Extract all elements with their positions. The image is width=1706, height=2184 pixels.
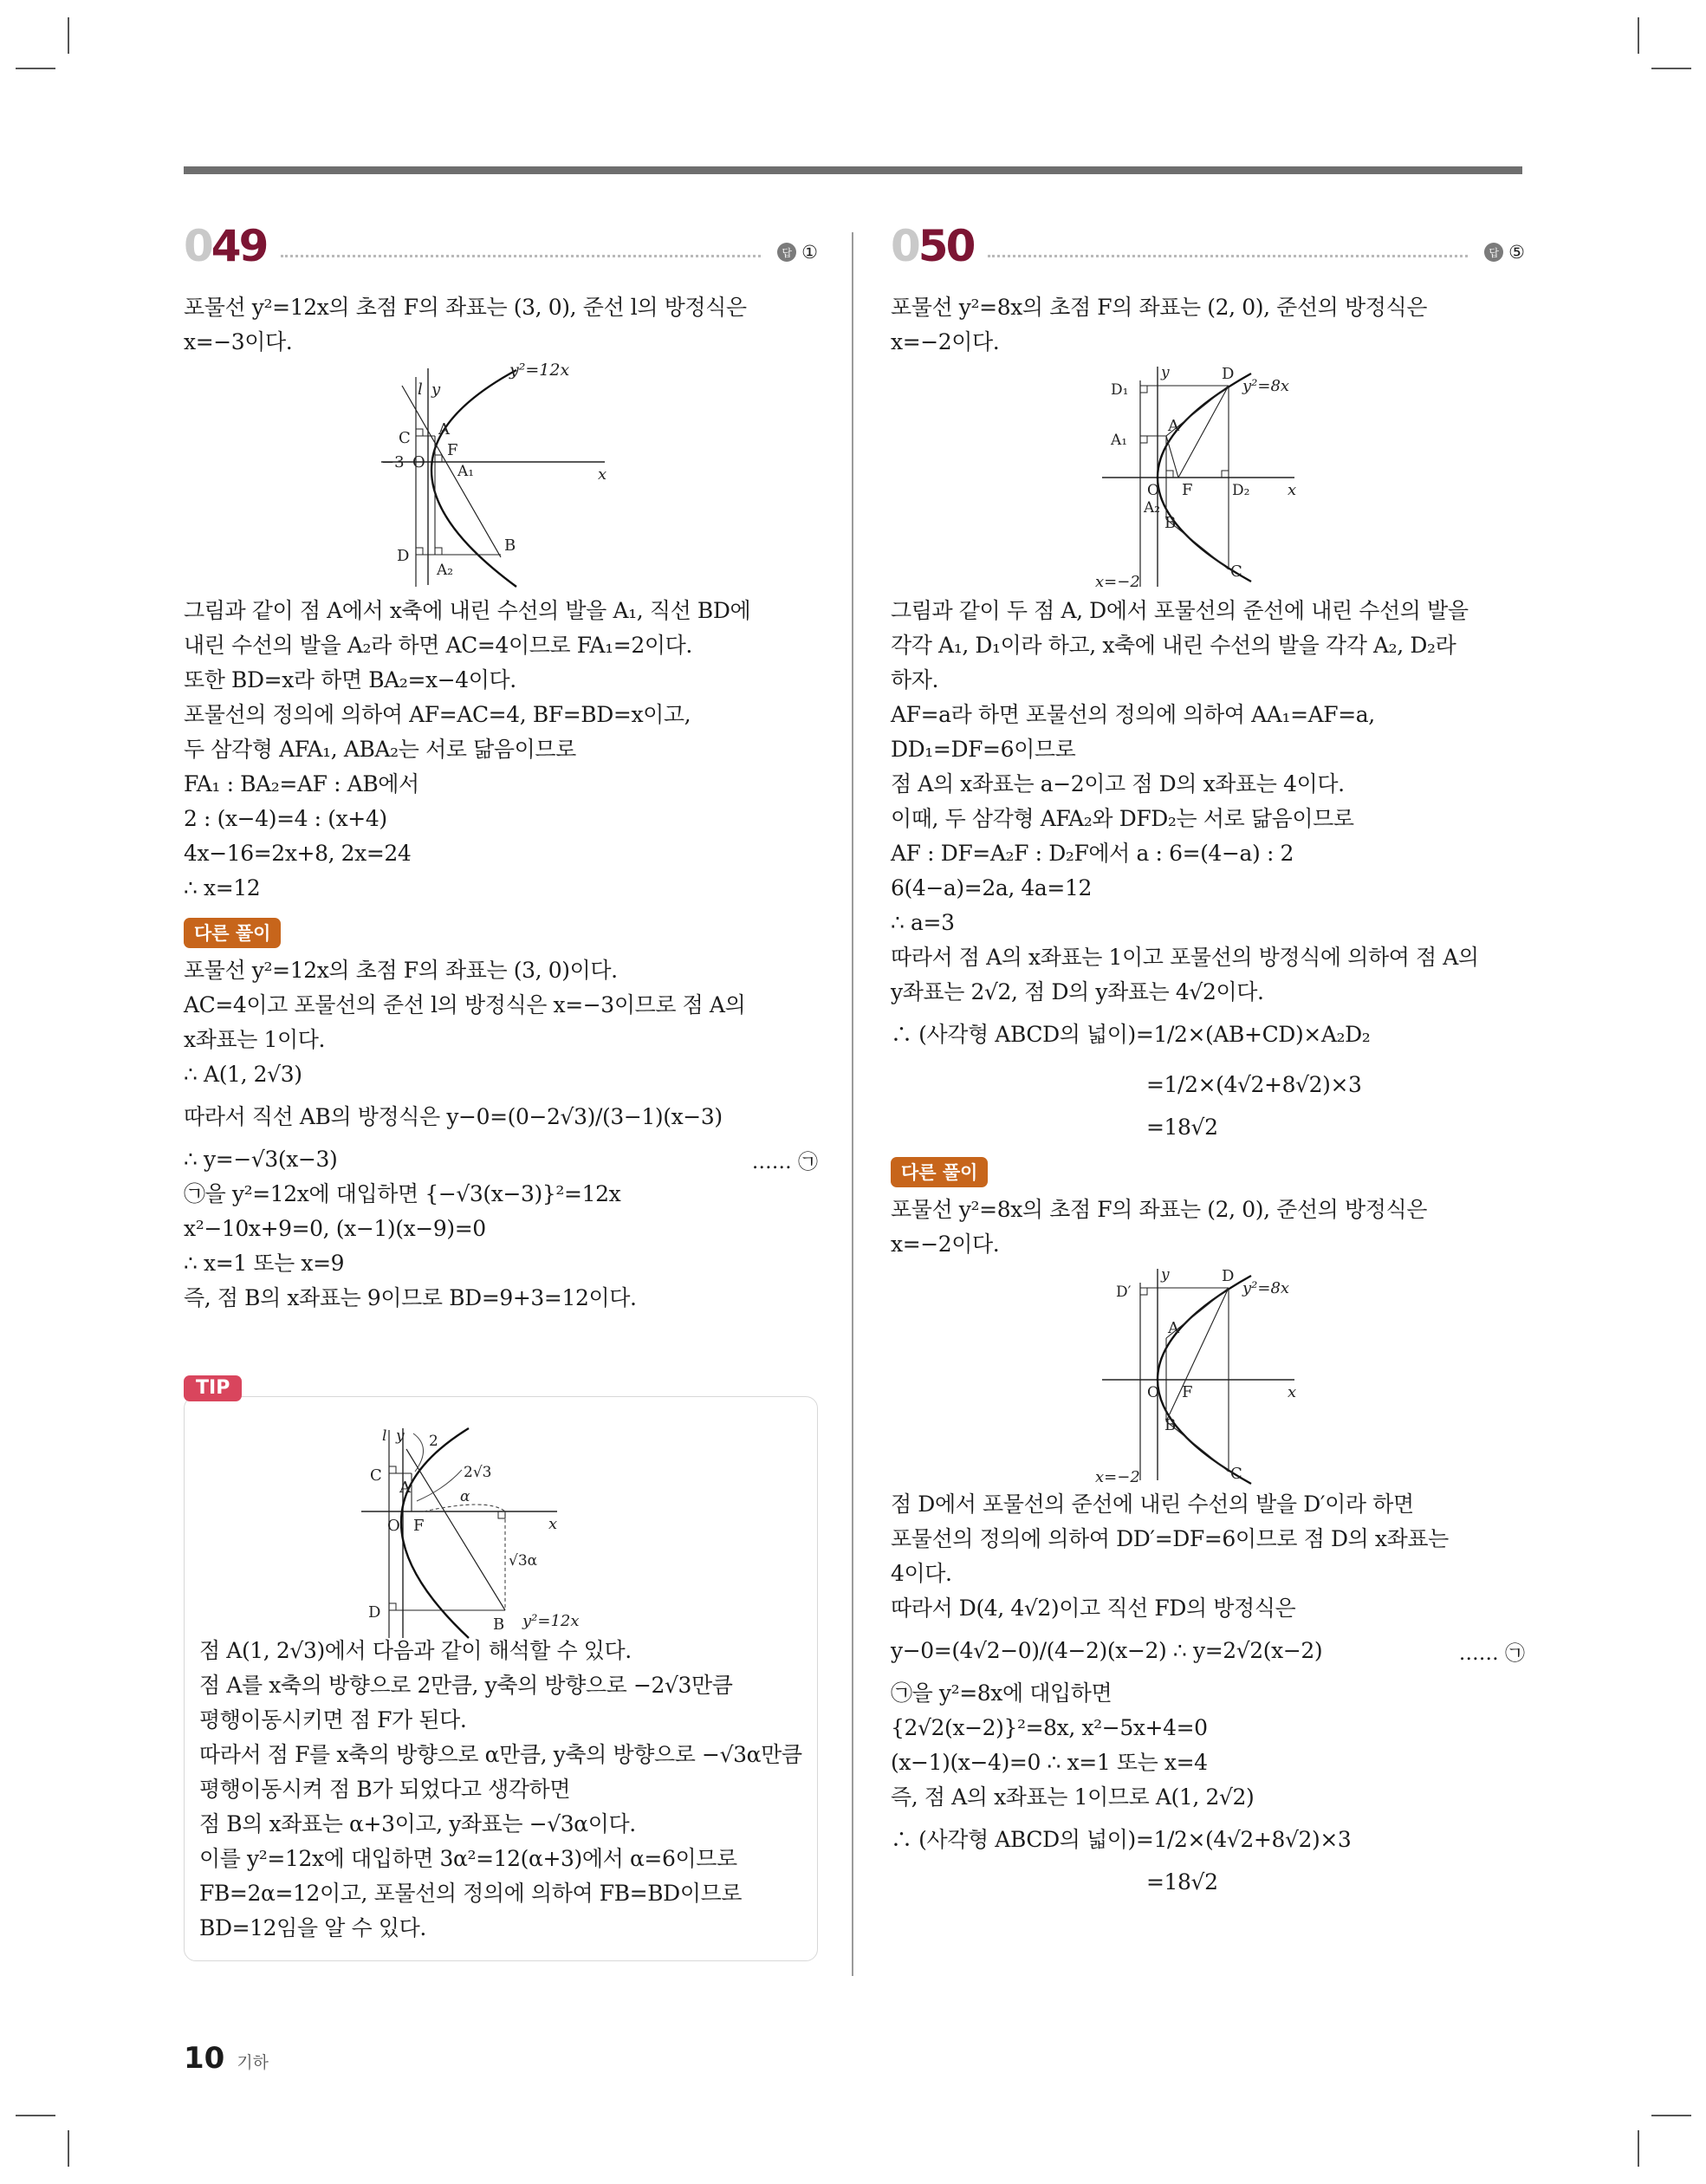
alt-line: 즉, 점 A의 x좌표는 1이므로 A(1, 2√2)	[891, 1784, 1255, 1810]
crop-mark	[16, 68, 55, 69]
solution-line: 6(4−a)=2a, 4a=12	[891, 875, 1092, 900]
solution-line: 그림과 같이 두 점 A, D에서 포물선의 준선에 내린 수선의 발을	[891, 598, 1469, 623]
alt-area-line: =18√2	[1146, 1869, 1218, 1895]
label-B: B	[493, 1615, 505, 1634]
label-A1: A₁	[1111, 432, 1128, 449]
column-divider	[852, 232, 853, 1976]
arrow-2root3	[417, 1470, 462, 1501]
solution-line: 하자.	[891, 667, 939, 692]
solution-line: y좌표는 2√2, 점 D의 y좌표는 4√2이다.	[891, 979, 1264, 1004]
label-x: x	[548, 1515, 558, 1533]
right-angle-mark	[416, 429, 423, 436]
label-directrix: x=−2	[1095, 1468, 1140, 1486]
label-curve: y²=12x	[509, 361, 570, 380]
solution-line: FA₁ : BA₂=AF : AB에서	[184, 771, 419, 796]
alt-line: ∴ A(1, 2√3)	[184, 1062, 302, 1087]
solution-line: ∴ a=3	[891, 910, 955, 935]
label-C: C	[370, 1466, 382, 1485]
label-D: D	[1222, 365, 1235, 383]
right-angle-mark	[1140, 1288, 1147, 1295]
parabola-curve	[401, 1428, 469, 1638]
label-l: l	[418, 380, 423, 399]
alt-line: 4이다.	[891, 1561, 952, 1586]
problem-number: 050	[891, 221, 974, 271]
alt-line: 포물선의 정의에 의하여 DD′=DF=6이므로 점 D의 x좌표는	[891, 1526, 1449, 1551]
intro-line: 포물선 y²=12x의 초점 F의 좌표는 (3, 0), 준선 l의 방정식은	[184, 295, 747, 320]
solution-line: 두 삼각형 AFA₁, ABA₂는 서로 닮음이므로	[184, 737, 576, 762]
label-y: y	[431, 380, 441, 399]
label-B: B	[1164, 514, 1177, 532]
answer-badge	[777, 242, 818, 263]
intro-line: x=−3이다.	[184, 329, 293, 354]
tip-line: 점 B의 x좌표는 α+3이고, y좌표는 −√3α이다.	[199, 1811, 636, 1836]
brace-2	[413, 1433, 424, 1472]
alt-equation: y−0=(4√2−0)/(4−2)(x−2) ∴ y=2√2(x−2)	[891, 1638, 1323, 1663]
problem-050	[891, 221, 1525, 1900]
label-D2: D₂	[1232, 482, 1250, 499]
label-B: B	[504, 536, 516, 555]
label-A: A	[399, 1479, 411, 1497]
alt-line: 포물선 y²=12x의 초점 F의 좌표는 (3, 0)이다.	[184, 958, 618, 983]
solution-line: 4x−16=2x+8, 2x=24	[184, 841, 412, 866]
tip-line: 평행이동시키면 점 F가 된다.	[199, 1707, 467, 1732]
label-l: l	[382, 1427, 387, 1445]
right-angle-mark	[416, 548, 423, 555]
tip-line: 평행이동시켜 점 B가 되었다고 생각하면	[199, 1777, 571, 1802]
crop-mark	[68, 17, 69, 54]
label-y: y	[1161, 364, 1170, 381]
label-F: F	[1182, 481, 1193, 499]
crop-mark	[68, 2130, 69, 2167]
label-A2: A₂	[437, 562, 454, 579]
crop-mark	[1638, 17, 1639, 54]
label-x: x	[1288, 481, 1297, 499]
label-x: x	[1288, 1383, 1297, 1401]
alt-intro-line: 포물선 y²=8x의 초점 F의 좌표는 (2, 0), 준선의 방정식은	[891, 1197, 1427, 1222]
tip-line: BD=12임을 알 수 있다.	[199, 1915, 426, 1940]
leader-dots	[988, 255, 1468, 257]
label-alpha: α	[460, 1488, 470, 1505]
alt-solution-tag: 다른 풀이	[891, 1157, 988, 1187]
solution-line: 따라서 점 A의 x좌표는 1이고 포물선의 방정식에 의하여 점 A의	[891, 945, 1479, 970]
label-F: F	[1182, 1383, 1193, 1401]
right-angle-mark	[1140, 436, 1147, 443]
solution-line: ∴ x=12	[184, 875, 261, 900]
alt-line: (x−1)(x−4)=0 ∴ x=1 또는 x=4	[891, 1750, 1208, 1775]
label-D: D	[1222, 1267, 1235, 1285]
area-line: =1/2×(4√2+8√2)×3	[1146, 1072, 1362, 1097]
label-root3a: √3α	[509, 1552, 538, 1570]
label-A: A	[438, 420, 450, 439]
area-line: =18√2	[1146, 1115, 1218, 1140]
solution-line: 내린 수선의 발을 A₂라 하면 AC=4이므로 FA₁=2이다.	[184, 633, 692, 658]
right-angle-mark	[435, 455, 442, 462]
alt-line: 즉, 점 B의 x좌표는 9이므로 BD=9+3=12이다.	[184, 1285, 637, 1310]
crop-mark	[16, 2115, 55, 2116]
intro-line: 포물선 y²=8x의 초점 F의 좌표는 (2, 0), 준선의 방정식은	[891, 295, 1427, 320]
label-2root3: 2√3	[464, 1464, 492, 1481]
problem-049	[184, 221, 818, 1940]
label-curve: y²=8x	[1242, 377, 1290, 395]
answer-badge	[1484, 242, 1525, 263]
label-origin: O	[387, 1517, 400, 1535]
figure-parabola-050	[1095, 360, 1320, 594]
tip-line: 이를 y²=12x에 대입하면 3α²=12(α+3)에서 α=6이므로	[199, 1846, 737, 1871]
label-A2: A₂	[1144, 499, 1161, 517]
right-angle-mark	[1140, 386, 1147, 393]
label-B: B	[1164, 1416, 1177, 1434]
solution-line: 그림과 같이 점 A에서 x축에 내린 수선의 발을 A₁, 직선 BD에	[184, 598, 751, 623]
leader-dots	[281, 255, 761, 257]
crop-mark	[1651, 2115, 1691, 2116]
alt-intro-line: x=−2이다.	[891, 1232, 1000, 1257]
tip-line: 점 A(1, 2√3)에서 다음과 같이 해석할 수 있다.	[199, 1638, 632, 1663]
solution-line: DD₁=DF=6이므로	[891, 737, 1076, 762]
label-x: x	[598, 465, 607, 484]
equation-mark: …… ㉠	[1458, 1641, 1525, 1665]
solution-line: 점 A의 x좌표는 a−2이고 점 D의 x좌표는 4이다.	[891, 771, 1345, 796]
solution-line: 2 : (x−4)=4 : (x+4)	[184, 806, 387, 831]
solution-line: 각각 A₁, D₁이라 하고, x축에 내린 수선의 발을 각각 A₂, D₂라	[891, 633, 1456, 658]
label-C: C	[399, 429, 411, 447]
alt-line: ∴ x=1 또는 x=9	[184, 1251, 345, 1276]
label-minus3: −3	[381, 453, 405, 471]
alt-line: ㉠을 y²=8x에 대입하면	[891, 1680, 1112, 1706]
crop-mark	[1638, 2130, 1639, 2167]
figure-parabola-050-alt	[1095, 1262, 1320, 1487]
tip-figure	[358, 1421, 635, 1647]
alt-line: 따라서 D(4, 4√2)이고 직선 FD의 방정식은	[891, 1596, 1296, 1621]
solution-line: 이때, 두 삼각형 AFA₂와 DFD₂는 서로 닮음이므로	[891, 806, 1354, 831]
alt-solution-tag: 다른 풀이	[184, 918, 281, 948]
tip-tag: TIP	[184, 1375, 242, 1401]
equation-row	[891, 1626, 1525, 1676]
tip-line: FB=2α=12이고, 포물선의 정의에 의하여 FB=BD이므로	[199, 1881, 743, 1906]
label-Dprime: D′	[1116, 1284, 1132, 1301]
problem-header	[184, 221, 818, 273]
solution-line: AF=a라 하면 포물선의 정의에 의하여 AA₁=AF=a,	[891, 702, 1375, 727]
label-origin: O	[1147, 482, 1159, 499]
label-A: A	[1168, 1319, 1179, 1337]
segment-fd	[1178, 386, 1229, 478]
segment-bd	[1166, 1288, 1229, 1421]
label-D1: D₁	[1111, 381, 1129, 399]
alt-equation: ∴ y=−√3(x−3)	[184, 1147, 338, 1172]
label-D: D	[368, 1603, 381, 1622]
problem-number: 049	[184, 221, 267, 271]
right-angle-mark	[1222, 471, 1229, 478]
label-D: D	[397, 547, 410, 565]
equation-mark: …… ㉠	[751, 1150, 818, 1173]
label-A: A	[1168, 417, 1179, 435]
page-footer	[184, 2041, 269, 2076]
label-origin: O	[412, 453, 425, 471]
label-2: 2	[429, 1433, 438, 1450]
label-F: F	[413, 1517, 425, 1535]
alt-line: {2√2(x−2)}²=8x, x²−5x+4=0	[891, 1715, 1208, 1740]
crop-mark	[1651, 68, 1691, 69]
tip-text	[199, 1634, 806, 1946]
alpha-guide	[424, 1505, 505, 1610]
label-curve: y²=12x	[522, 1612, 580, 1630]
alt-line: AC=4이고 포물선의 준선 l의 방정식은 x=−3이므로 점 A의	[184, 992, 746, 1017]
alt-area-line: ∴ (사각형 ABCD의 넓이)=1/2×(4√2+8√2)×3	[891, 1827, 1352, 1852]
segment-af	[1166, 436, 1178, 478]
alt-line: 점 D에서 포물선의 준선에 내린 수선의 발을 D′이라 하면	[891, 1492, 1414, 1517]
solution-line: 또한 BD=x라 하면 BA₂=x−4이다.	[184, 667, 516, 692]
answer-value: ⑤	[1508, 242, 1525, 263]
header-rule	[184, 166, 1522, 174]
label-curve: y²=8x	[1242, 1279, 1290, 1297]
right-angle-mark	[389, 1466, 396, 1473]
label-C: C	[1230, 562, 1242, 581]
answer-icon: 답	[777, 243, 796, 262]
right-angle-mark	[498, 1511, 505, 1518]
label-y: y	[1161, 1266, 1170, 1284]
tip-line: 점 A를 x축의 방향으로 2만큼, y축의 방향으로 −2√3만큼	[199, 1673, 733, 1698]
problem-header	[891, 221, 1525, 273]
label-F: F	[447, 441, 458, 459]
figure-parabola-049	[371, 360, 631, 594]
answer-value: ①	[801, 242, 818, 263]
alt-line: x좌표는 1이다.	[184, 1027, 326, 1052]
solution-line: AF : DF=A₂F : D₂F에서 a : 6=(4−a) : 2	[891, 841, 1294, 866]
alt-line: 따라서 직선 AB의 방정식은 y−0=(0−2√3)/(3−1)(x−3)	[184, 1104, 723, 1129]
page-number: 10	[184, 2041, 225, 2076]
answer-icon: 답	[1484, 243, 1503, 262]
label-y: y	[396, 1427, 405, 1445]
label-A1: A₁	[457, 463, 475, 480]
label-directrix: x=−2	[1095, 573, 1140, 591]
right-angle-mark	[389, 1603, 396, 1610]
area-line: ∴ (사각형 ABCD의 넓이)=1/2×(AB+CD)×A₂D₂	[891, 1022, 1371, 1047]
alt-line: ㉠을 y²=12x에 대입하면 {−√3(x−3)}²=12x	[184, 1181, 621, 1206]
label-origin: O	[1147, 1384, 1159, 1401]
alt-line: x²−10x+9=0, (x−1)(x−9)=0	[184, 1216, 486, 1241]
right-angle-mark	[435, 548, 442, 555]
section-name: 기하	[237, 2053, 269, 2072]
equation-row	[184, 1142, 818, 1177]
intro-line: x=−2이다.	[891, 329, 1000, 354]
right-angle-mark	[1166, 471, 1173, 478]
solution-line: 포물선의 정의에 의하여 AF=AC=4, BF=BD=x이고,	[184, 702, 691, 727]
tip-line: 따라서 점 F를 x축의 방향으로 α만큼, y축의 방향으로 −√3α만큼	[199, 1742, 802, 1767]
label-C: C	[1230, 1465, 1242, 1483]
focal-chord	[402, 386, 501, 557]
